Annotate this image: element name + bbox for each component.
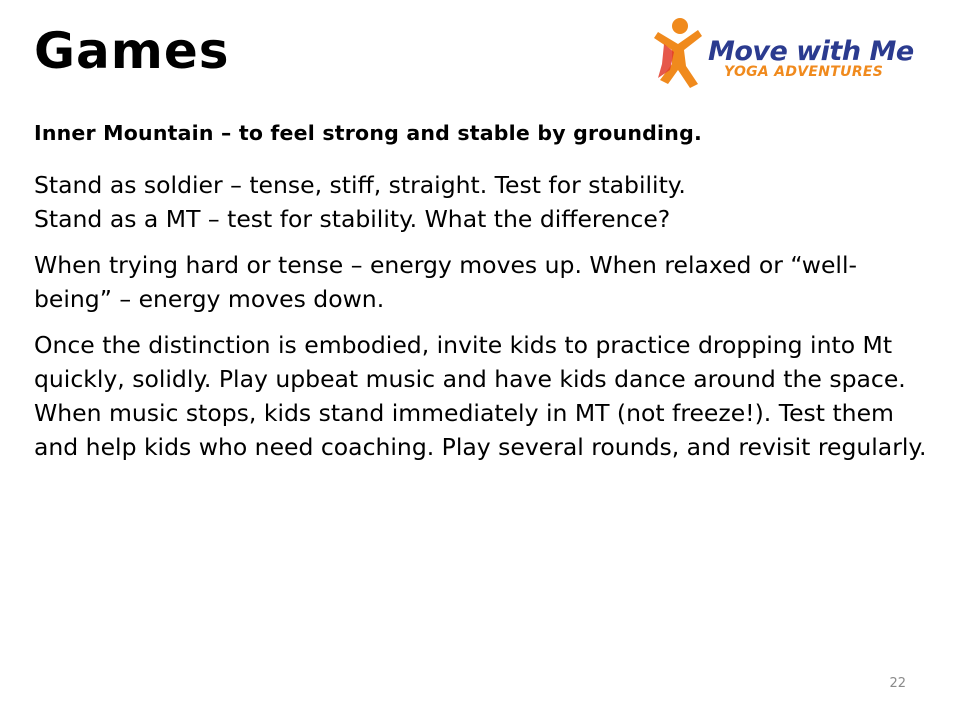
instruction-line: Stand as soldier – tense, stiff, straight. Test for stability. (34, 171, 686, 199)
body-paragraph: When trying hard or tense – energy moves up. When relaxed or “well-being” – energy moves down. (34, 251, 857, 313)
instruction-line: Stand as a MT – test for stability. What the difference? (34, 205, 671, 233)
move-with-me-logo (650, 14, 912, 90)
slide-subtitle: Inner Mountain – to feel strong and stable by grounding. (34, 121, 702, 145)
page-number: 22 (889, 676, 906, 691)
slide-body (34, 116, 934, 464)
logo-tagline: YOGA ADVENTURES (724, 64, 884, 80)
slide-title: Games (34, 22, 230, 80)
body-paragraph: Once the distinction is embodied, invite kids to practice dropping into Mt quickly, solidly. Play upbeat music and have kids dance around the space. When music stops, kids stand immediately in MT (not freeze!). Test them and help kids who need coaching. Play several rounds, and revisit regularly. (34, 331, 927, 461)
logo-title: Move with Me (708, 36, 914, 67)
